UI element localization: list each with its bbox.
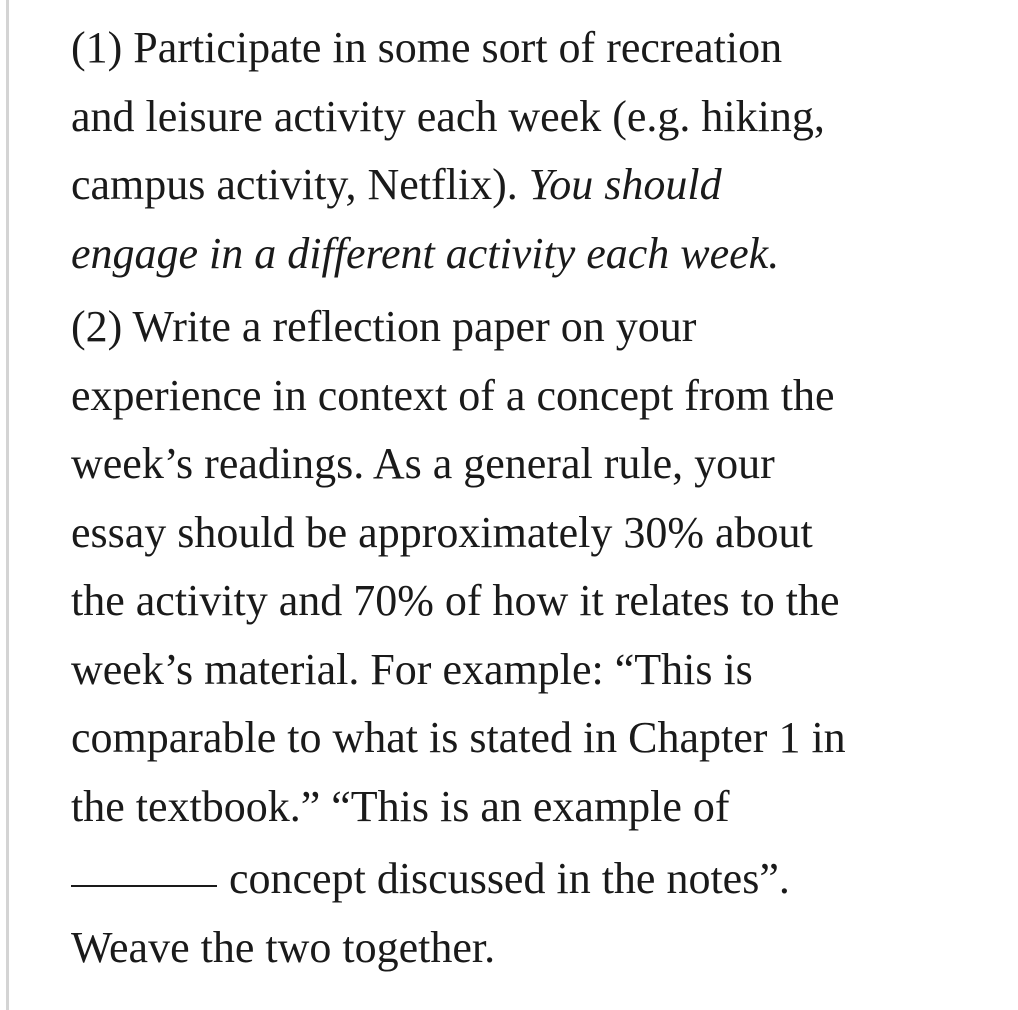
item2-line-3: week’s readings. As a general rule, your [71,439,775,488]
instructions-text [71,14,971,982]
item1-line-1: (1) Participate in some sort of recreation [71,23,783,72]
item2-line-2: experience in context of a concept from the [71,370,835,420]
item1-emphasis-end: engage in a different activity each week. [71,228,780,278]
item2-line-6: week’s material. For example: “This is [71,644,753,694]
item1-line-2: and leisure activity each week (e.g. hiking, [71,91,825,141]
item2-line-8: the textbook.” “This is an example of [71,781,730,831]
item2-line-10: Weave the two together. [71,922,496,972]
instruction-item-1 [71,14,971,288]
item2-line-4: essay should be approximately 30% about [71,507,813,557]
fill-in-blank [71,835,217,887]
item1-emphasis-start: You should [528,160,722,209]
instruction-item-2 [71,293,971,982]
item2-line-9 [71,841,971,914]
item2-line-5: the activity and 70% of how it relates to the [71,576,840,625]
item1-line-3-text: campus activity, Netflix). [71,160,529,209]
item2-line-1: (2) Write a reflection paper on your [71,302,697,351]
left-border-rule [6,0,9,1010]
item2-line-9-text: concept discussed in the notes”. [229,854,790,903]
item2-line-7: comparable to what is stated in Chapter 1 in [71,713,846,762]
item1-line-3 [71,151,971,220]
